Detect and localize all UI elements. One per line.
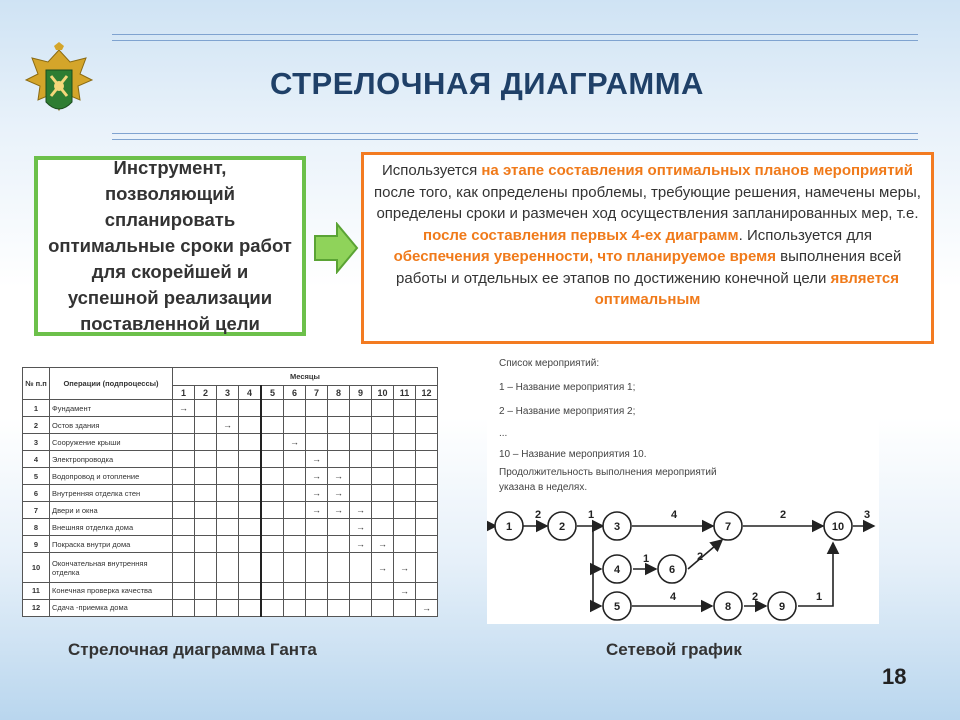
gantt-cell	[173, 582, 195, 599]
gantt-cell	[195, 599, 217, 616]
gantt-month-header: 10	[372, 386, 394, 400]
gantt-arrow-mark: →	[372, 536, 394, 553]
gantt-cell	[173, 553, 195, 582]
gantt-cell	[350, 451, 372, 468]
gantt-cell	[195, 485, 217, 502]
gantt-cell	[261, 599, 284, 616]
gantt-cell	[261, 434, 284, 451]
usage-highlight: на этапе составления оптимальных планов мероприятий	[481, 162, 913, 179]
network-weight: 1	[816, 591, 823, 603]
gantt-cell	[328, 417, 350, 434]
gantt-cell	[261, 582, 284, 599]
gantt-cell	[372, 400, 394, 417]
network-duration-note: указана в неделях.	[499, 482, 588, 493]
gantt-cell	[416, 451, 438, 468]
gantt-arrow-mark: →	[284, 434, 306, 451]
gantt-cell	[394, 502, 416, 519]
gantt-operation: Остов здания	[50, 417, 173, 434]
gantt-row	[23, 434, 438, 451]
title-rule	[112, 139, 918, 140]
gantt-cell	[239, 434, 262, 451]
gantt-cell	[350, 400, 372, 417]
gantt-cell	[217, 582, 239, 599]
usage-text: . Используется для	[738, 226, 872, 244]
gantt-cell	[328, 536, 350, 553]
network-weight: 1	[588, 509, 595, 521]
gantt-arrow-mark: →	[306, 468, 328, 485]
gantt-cell	[372, 417, 394, 434]
gantt-cell	[217, 434, 239, 451]
gantt-cell	[328, 451, 350, 468]
network-weight: 4	[670, 591, 677, 603]
title-rule	[112, 133, 918, 134]
gantt-cell	[416, 400, 438, 417]
gantt-row	[23, 400, 438, 417]
gantt-month-header: 4	[239, 386, 262, 400]
gantt-cell	[173, 502, 195, 519]
gantt-cell	[217, 519, 239, 536]
gantt-cell	[394, 485, 416, 502]
gantt-cell	[372, 434, 394, 451]
gantt-cell	[284, 400, 306, 417]
gantt-cell	[394, 451, 416, 468]
gantt-operation: Внешняя отделка дома	[50, 519, 173, 536]
gantt-cell	[328, 582, 350, 599]
gantt-arrow-mark: →	[394, 553, 416, 582]
gantt-operation: Сдача -приемка дома	[50, 599, 173, 616]
gantt-cell	[394, 417, 416, 434]
gantt-cell	[239, 519, 262, 536]
gantt-operation: Конечная проверка качества	[50, 582, 173, 599]
definition-box	[34, 156, 306, 336]
gantt-cell	[394, 536, 416, 553]
definition-text: Инструмент, позволяющий спланировать оптимальные сроки работ для скорейшей и успешной реализации поставленной цели	[48, 157, 292, 334]
gantt-month-header: 6	[284, 386, 306, 400]
gantt-cell	[372, 485, 394, 502]
gantt-cell	[239, 485, 262, 502]
gantt-row-number: 1	[23, 400, 50, 417]
gantt-header-num: № п.п	[23, 368, 50, 400]
gantt-cell	[195, 553, 217, 582]
gantt-row-number: 10	[23, 553, 50, 582]
network-node-label: 9	[778, 601, 786, 613]
usage-text: Используется	[382, 162, 482, 179]
gantt-cell	[372, 582, 394, 599]
gantt-operation: Двери и окна	[50, 502, 173, 519]
gantt-cell	[372, 468, 394, 485]
gantt-cell	[217, 502, 239, 519]
gantt-cell	[284, 582, 306, 599]
gantt-cell	[284, 536, 306, 553]
gantt-arrow-mark: →	[328, 485, 350, 502]
gantt-cell	[350, 468, 372, 485]
gantt-month-header: 5	[261, 386, 284, 400]
gantt-cell	[284, 468, 306, 485]
usage-text: после того, как определены проблемы, требующие решения, намечены меры, определены сроки и размечен ход осуществления запланированных мер, т.е.	[374, 183, 921, 222]
gantt-row-number: 5	[23, 468, 50, 485]
usage-highlight: является оптимальным	[594, 269, 899, 308]
gantt-cell	[394, 434, 416, 451]
gantt-cell	[416, 582, 438, 599]
gantt-cell	[173, 468, 195, 485]
network-list-ellipsis: ...	[499, 428, 508, 439]
gantt-cell	[173, 536, 195, 553]
gantt-row	[23, 599, 438, 616]
gantt-row	[23, 502, 438, 519]
network-weight: 2	[780, 509, 787, 521]
gantt-cell	[350, 434, 372, 451]
gantt-arrow-mark: →	[372, 553, 394, 582]
gantt-cell	[239, 451, 262, 468]
gantt-cell	[416, 468, 438, 485]
gantt-cell	[416, 502, 438, 519]
network-node-label: 4	[613, 564, 621, 576]
gantt-cell	[416, 519, 438, 536]
network-node-label: 8	[724, 601, 732, 613]
gantt-cell	[416, 553, 438, 582]
usage-box	[361, 152, 934, 344]
top-rule	[112, 40, 918, 41]
gantt-cell	[261, 485, 284, 502]
gantt-row-number: 7	[23, 502, 50, 519]
gantt-cell	[306, 582, 328, 599]
gantt-month-header: 3	[217, 386, 239, 400]
gantt-cell	[306, 553, 328, 582]
gantt-cell	[284, 485, 306, 502]
gantt-cell	[328, 519, 350, 536]
gantt-cell	[261, 502, 284, 519]
gantt-cell	[350, 417, 372, 434]
gantt-cell	[394, 468, 416, 485]
gantt-cell	[416, 485, 438, 502]
gantt-cell	[328, 599, 350, 616]
gantt-cell	[328, 400, 350, 417]
gantt-row-number: 4	[23, 451, 50, 468]
network-list-item: 1 – Название мероприятия 1;	[499, 382, 636, 393]
gantt-cell	[394, 519, 416, 536]
gantt-cell	[195, 417, 217, 434]
gantt-row-number: 8	[23, 519, 50, 536]
network-weight: 3	[864, 509, 871, 521]
gantt-arrow-mark: →	[306, 485, 328, 502]
gantt-cell	[306, 400, 328, 417]
gantt-cell	[173, 485, 195, 502]
gantt-cell	[306, 519, 328, 536]
gantt-arrow-mark: →	[217, 417, 239, 434]
gantt-cell	[239, 582, 262, 599]
usage-highlight: обеспечения уверенности, что планируемое время	[393, 248, 776, 265]
gantt-cell	[350, 599, 372, 616]
gantt-arrow-mark: →	[306, 502, 328, 519]
network-list-item: 10 – Название мероприятия 10.	[499, 449, 647, 460]
gantt-operation: Сооружение крыши	[50, 434, 173, 451]
gantt-month-header: 8	[328, 386, 350, 400]
gantt-cell	[284, 451, 306, 468]
gantt-cell	[394, 400, 416, 417]
gantt-arrow-chart	[22, 367, 438, 617]
gantt-cell	[416, 417, 438, 434]
gantt-cell	[306, 417, 328, 434]
gantt-row-number: 6	[23, 485, 50, 502]
gantt-cell	[239, 536, 262, 553]
gantt-cell	[350, 553, 372, 582]
gantt-cell	[217, 468, 239, 485]
network-node-label: 3	[613, 521, 621, 533]
gantt-row-number: 2	[23, 417, 50, 434]
gantt-operation: Окончательная внутренняя отделка	[50, 553, 173, 582]
network-edge	[593, 569, 601, 606]
gantt-row	[23, 417, 438, 434]
gantt-cell	[328, 434, 350, 451]
gantt-row	[23, 536, 438, 553]
gantt-cell	[217, 451, 239, 468]
gantt-arrow-mark: →	[328, 468, 350, 485]
gantt-month-header: 12	[416, 386, 438, 400]
gantt-cell	[239, 599, 262, 616]
gantt-cell	[416, 536, 438, 553]
network-weight: 4	[671, 509, 678, 521]
arrow-right-icon	[313, 222, 359, 274]
network-list-title: Список мероприятий:	[499, 358, 600, 369]
usage-highlight: после составления первых 4-ех диаграмм	[423, 226, 739, 244]
page-number: 18	[882, 664, 907, 689]
network-diagram	[487, 356, 879, 624]
gantt-arrow-mark: →	[173, 400, 195, 417]
gantt-cell	[284, 502, 306, 519]
gantt-cell	[350, 582, 372, 599]
gantt-cell	[394, 599, 416, 616]
gantt-operation: Внутренняя отделка стен	[50, 485, 173, 502]
gantt-cell	[217, 400, 239, 417]
gantt-cell	[173, 434, 195, 451]
gantt-cell	[372, 451, 394, 468]
gantt-row-number: 11	[23, 582, 50, 599]
gantt-cell	[306, 434, 328, 451]
gantt-cell	[261, 519, 284, 536]
network-duration-note: Продолжительность выполнения мероприятий	[499, 467, 717, 478]
gantt-cell	[261, 553, 284, 582]
gantt-row-number: 3	[23, 434, 50, 451]
gantt-operation: Электропроводка	[50, 451, 173, 468]
network-node-label: 10	[831, 521, 845, 533]
gantt-cell	[306, 599, 328, 616]
gantt-row	[23, 519, 438, 536]
gantt-cell	[372, 519, 394, 536]
gantt-row	[23, 485, 438, 502]
gantt-month-header: 11	[394, 386, 416, 400]
gantt-arrow-mark: →	[306, 451, 328, 468]
gantt-cell	[217, 553, 239, 582]
gantt-arrow-mark: →	[350, 536, 372, 553]
gantt-row	[23, 582, 438, 599]
gantt-table	[22, 367, 438, 617]
gantt-header-ops: Операции (подпроцессы)	[50, 368, 173, 400]
gantt-arrow-mark: →	[350, 502, 372, 519]
gantt-cell	[195, 434, 217, 451]
gantt-arrow-mark: →	[350, 519, 372, 536]
gantt-cell	[261, 536, 284, 553]
gantt-cell	[239, 400, 262, 417]
network-edge	[688, 540, 722, 569]
gantt-cell	[284, 599, 306, 616]
gantt-row	[23, 553, 438, 582]
gantt-cell	[372, 599, 394, 616]
gantt-arrow-mark: →	[328, 502, 350, 519]
gantt-cell	[195, 400, 217, 417]
network-weight: 1	[643, 553, 650, 565]
gantt-cell	[173, 519, 195, 536]
gantt-cell	[261, 400, 284, 417]
gantt-operation: Покраска внутри дома	[50, 536, 173, 553]
gantt-month-header: 7	[306, 386, 328, 400]
gantt-cell	[284, 519, 306, 536]
gantt-row-number: 12	[23, 599, 50, 616]
network-caption: Сетевой график	[606, 640, 742, 659]
network-node-label: 6	[668, 564, 676, 576]
gantt-row-number: 9	[23, 536, 50, 553]
gantt-cell	[284, 417, 306, 434]
gantt-cell	[173, 599, 195, 616]
gantt-cell	[195, 536, 217, 553]
gantt-cell	[261, 451, 284, 468]
network-edge	[593, 526, 601, 569]
gantt-cell	[195, 502, 217, 519]
gantt-cell	[328, 553, 350, 582]
network-node-label: 7	[724, 521, 732, 533]
top-rule	[112, 34, 918, 35]
network-weight: 2	[697, 551, 704, 563]
network-list-item: 2 – Название мероприятия 2;	[499, 406, 636, 417]
gantt-cell	[239, 417, 262, 434]
gantt-cell	[217, 485, 239, 502]
network-node-label: 5	[613, 601, 621, 613]
gantt-cell	[239, 553, 262, 582]
gantt-operation: Фундамент	[50, 400, 173, 417]
gantt-cell	[239, 502, 262, 519]
gantt-cell	[350, 485, 372, 502]
network-weight: 2	[535, 509, 542, 521]
gantt-cell	[217, 536, 239, 553]
network-graph	[487, 356, 879, 624]
usage-text: выполнения всей работы и отдельных ее этапов по достижению конечной цели	[396, 248, 902, 287]
gantt-arrow-mark: →	[394, 582, 416, 599]
gantt-cell	[372, 502, 394, 519]
gantt-month-header: 9	[350, 386, 372, 400]
gantt-cell	[306, 536, 328, 553]
gantt-cell	[261, 468, 284, 485]
gantt-cell	[195, 582, 217, 599]
gantt-header-months: Месяцы	[173, 368, 438, 386]
gantt-month-header: 2	[195, 386, 217, 400]
network-weight: 2	[752, 591, 759, 603]
network-node-label: 1	[505, 521, 513, 533]
gantt-cell	[195, 519, 217, 536]
network-node-label: 2	[558, 521, 566, 533]
slide-title: СТРЕЛОЧНАЯ ДИАГРАММА	[270, 66, 704, 101]
gantt-cell	[195, 451, 217, 468]
gantt-row	[23, 451, 438, 468]
gantt-cell	[261, 417, 284, 434]
gantt-cell	[239, 468, 262, 485]
gantt-cell	[173, 417, 195, 434]
customs-emblem-logo	[18, 40, 100, 132]
gantt-month-header: 1	[173, 386, 195, 400]
gantt-arrow-mark: →	[416, 599, 438, 616]
gantt-row	[23, 468, 438, 485]
gantt-operation: Водопровод и отопление	[50, 468, 173, 485]
gantt-caption: Стрелочная диаграмма Ганта	[68, 640, 317, 659]
gantt-cell	[217, 599, 239, 616]
gantt-cell	[173, 451, 195, 468]
gantt-cell	[284, 553, 306, 582]
gantt-cell	[416, 434, 438, 451]
gantt-cell	[195, 468, 217, 485]
